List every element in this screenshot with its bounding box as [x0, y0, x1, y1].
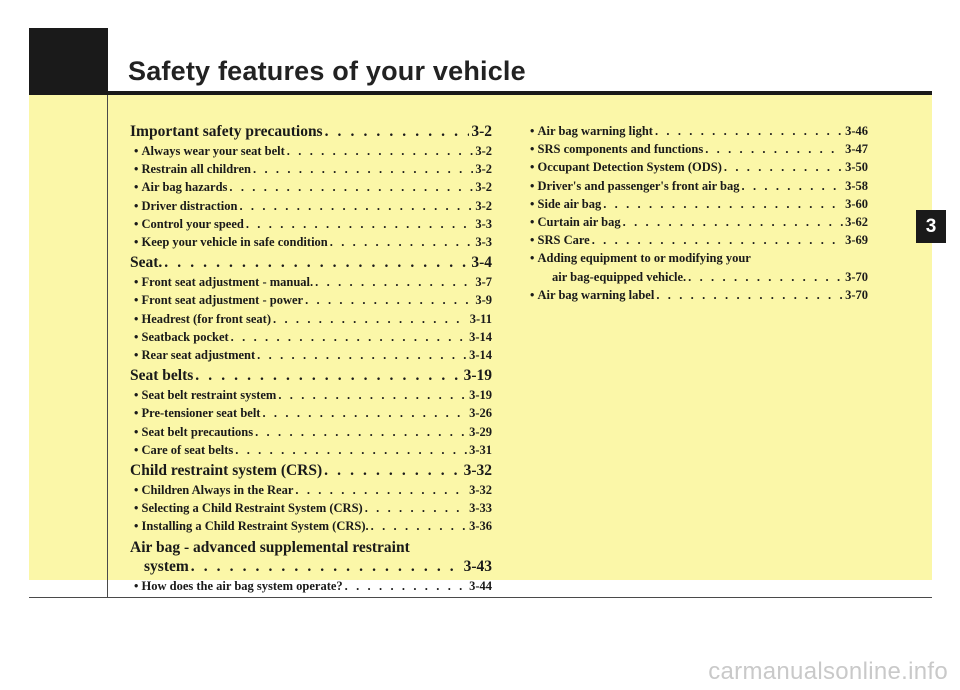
toc-entry-page: 3-19 [463, 367, 492, 385]
toc-entry-page: 3-44 [469, 578, 492, 593]
toc-entry-page: 3-60 [845, 196, 868, 211]
toc-entry-label: • Front seat adjustment - power [134, 291, 303, 309]
toc-entry-label: • Air bag hazards [134, 178, 227, 196]
dot-leader [688, 268, 843, 286]
header-black-block [29, 28, 108, 95]
toc-entry-page: 3-11 [469, 311, 492, 326]
toc-entry-page: 3-2 [475, 162, 492, 177]
toc-entry-label: • Driver distraction [134, 197, 237, 215]
toc-entry-page: 3-31 [469, 442, 492, 457]
dot-leader [345, 577, 467, 595]
toc-entry-label: • Children Always in the Rear [134, 481, 293, 499]
toc-entry-label-continued: system [144, 557, 189, 575]
toc-entry-page: 3-32 [469, 483, 492, 498]
toc-entry-page: 3-3 [475, 216, 492, 231]
dot-leader [191, 557, 462, 576]
toc-entry[interactable] [130, 423, 492, 441]
toc-entry-label: • Always wear your seat belt [134, 142, 285, 160]
toc-entry-label: Child restraint system (CRS) [130, 462, 323, 480]
dot-leader [623, 213, 843, 231]
toc-entry[interactable] [130, 517, 492, 535]
dot-leader [255, 423, 467, 441]
toc-entry-page: 3-50 [845, 160, 868, 175]
toc-entry-page: 3-36 [469, 519, 492, 534]
toc-entry-label: • Selecting a Child Restraint System (CRS) [134, 499, 363, 517]
toc-entry-label: • Care of seat belts [134, 441, 233, 459]
toc-entry-label: • Seatback pocket [134, 328, 229, 346]
dot-leader [262, 404, 467, 422]
toc-entry[interactable] [526, 177, 868, 195]
toc-entry-label: • Keep your vehicle in safe condition [134, 233, 328, 251]
toc-entry-label: Seat. [130, 254, 163, 272]
dot-leader [195, 366, 461, 385]
toc-entry-label: Air bag - advanced supplemental restraint [130, 538, 410, 556]
dot-leader [235, 441, 467, 459]
dot-leader [273, 310, 468, 328]
toc-entry[interactable] [130, 404, 492, 422]
toc-entry-label: • Front seat adjustment - manual. [134, 273, 313, 291]
bottom-rule [29, 597, 932, 598]
toc-entry-label: • Rear seat adjustment [134, 346, 255, 364]
toc-entry-page: 3-70 [845, 287, 868, 302]
dot-leader [324, 461, 461, 480]
toc-entry-page: 3-43 [463, 557, 492, 575]
toc-entry[interactable] [130, 366, 492, 385]
toc-entry[interactable] [526, 195, 868, 213]
toc-entry-label: • Headrest (for front seat) [134, 310, 271, 328]
page-title: Safety features of your vehicle [128, 56, 526, 86]
dot-leader [231, 328, 467, 346]
toc-entry[interactable] [130, 291, 492, 309]
dot-leader [371, 517, 467, 535]
toc-entry[interactable] [130, 233, 492, 251]
toc-entry[interactable] [130, 577, 492, 595]
dot-leader [592, 231, 843, 249]
toc-entry-page: 3-46 [845, 124, 868, 138]
dot-leader [705, 140, 843, 158]
dot-leader [365, 499, 467, 517]
toc-entry-page: 3-14 [469, 348, 492, 363]
dot-leader [315, 273, 473, 291]
dot-leader [164, 253, 469, 272]
toc-entry-page: 3-2 [471, 123, 492, 140]
toc-column-right [526, 122, 868, 304]
toc-entry-page: 3-2 [475, 144, 492, 158]
dot-leader [287, 142, 474, 160]
toc-entry-label: • Curtain air bag [530, 213, 621, 231]
toc-entry-page: 3-2 [475, 198, 492, 213]
dot-leader [305, 291, 473, 309]
left-margin-rule [107, 95, 108, 598]
toc-entry-page: 3-7 [475, 275, 492, 290]
toc-entry-label: Seat belts [130, 367, 194, 385]
toc-entry-label: • Control your speed [134, 215, 244, 233]
toc-entry-label: • Side air bag [530, 195, 601, 213]
dot-leader [655, 122, 843, 140]
toc-entry-page: 3-26 [469, 406, 492, 421]
toc-entry-label: • SRS Care [530, 231, 590, 249]
chapter-tab[interactable]: 3 [916, 210, 946, 243]
toc-entry-label: Important safety precautions [130, 123, 323, 140]
toc-entry-page: 3-69 [845, 233, 868, 248]
toc-entry[interactable] [130, 160, 492, 178]
toc-entry-page: 3-58 [845, 178, 868, 193]
toc-column-left [130, 122, 492, 595]
toc-entry-label-continued: air bag-equipped vehicle. [552, 269, 687, 284]
toc-entry-label: • SRS components and functions [530, 140, 703, 158]
toc-entry-page: 3-32 [463, 462, 492, 480]
toc-entry[interactable] [130, 328, 492, 346]
dot-leader [603, 195, 843, 213]
toc-entry-label: • Adding equipment to or modifying your [530, 251, 751, 266]
dot-leader [246, 215, 473, 233]
dot-leader [330, 233, 474, 251]
toc-entry[interactable] [130, 346, 492, 364]
dot-leader [278, 386, 467, 404]
toc-entry[interactable] [130, 215, 492, 233]
toc-entry-page: 3-47 [845, 142, 868, 157]
dot-leader [742, 177, 844, 195]
dot-leader [257, 346, 467, 364]
toc-entry-label: • Occupant Detection System (ODS) [530, 158, 722, 176]
dot-leader [724, 158, 843, 176]
toc-entry[interactable] [130, 197, 492, 215]
toc-entry[interactable] [130, 142, 492, 160]
toc-entry-page: 3-9 [475, 293, 492, 308]
toc-entry[interactable] [130, 310, 492, 328]
toc-entry[interactable] [526, 140, 868, 158]
dot-leader [229, 178, 473, 196]
dot-leader [295, 481, 467, 499]
watermark: carmanualsonline.info [708, 658, 948, 685]
toc-entry-label: • Restrain all children [134, 160, 251, 178]
toc-entry[interactable] [526, 231, 868, 249]
toc-entry-page: 3-19 [469, 388, 492, 403]
toc-entry-label: • Pre-tensioner seat belt [134, 404, 260, 422]
toc-entry[interactable] [130, 253, 492, 272]
toc-entry-label: • Seat belt precautions [134, 423, 253, 441]
toc-entry[interactable] [130, 481, 492, 499]
toc-entry-page: 3-14 [469, 329, 492, 344]
toc-entry[interactable] [130, 386, 492, 404]
toc-entry[interactable] [130, 273, 492, 291]
toc-entry-label: • Seat belt restraint system [134, 386, 276, 404]
toc-entry-label: • Installing a Child Restraint System (CRS). [134, 517, 369, 535]
dot-leader [253, 160, 473, 178]
dot-leader [656, 286, 843, 304]
toc-entry-label: • Driver's and passenger's front air bag [530, 177, 740, 195]
toc-entry[interactable] [130, 461, 492, 480]
toc-entry-page: 3-33 [469, 501, 492, 516]
toc-entry-page: 3-29 [469, 424, 492, 439]
toc-entry[interactable] [130, 122, 492, 141]
toc-entry[interactable] [130, 499, 492, 517]
toc-entry-label: • How does the air bag system operate? [134, 577, 343, 595]
toc-entry[interactable] [130, 538, 492, 576]
toc-entry[interactable] [526, 158, 868, 176]
toc-entry[interactable] [130, 441, 492, 459]
toc-entry-page: 3-2 [475, 180, 492, 195]
toc-entry[interactable] [526, 249, 868, 285]
toc-entry-label: • Air bag warning light [530, 122, 653, 140]
toc-entry-page: 3-3 [475, 235, 492, 250]
toc-entry-page: 3-4 [471, 254, 492, 272]
toc-entry-page: 3-70 [845, 269, 868, 284]
toc-entry[interactable] [130, 178, 492, 196]
dot-leader [239, 197, 473, 215]
toc-entry-label: • Air bag warning label [530, 286, 654, 304]
dot-leader [325, 122, 470, 141]
toc-entry[interactable] [526, 122, 868, 140]
toc-entry[interactable] [526, 286, 868, 304]
toc-entry-page: 3-62 [845, 215, 868, 230]
toc-entry[interactable] [526, 213, 868, 231]
